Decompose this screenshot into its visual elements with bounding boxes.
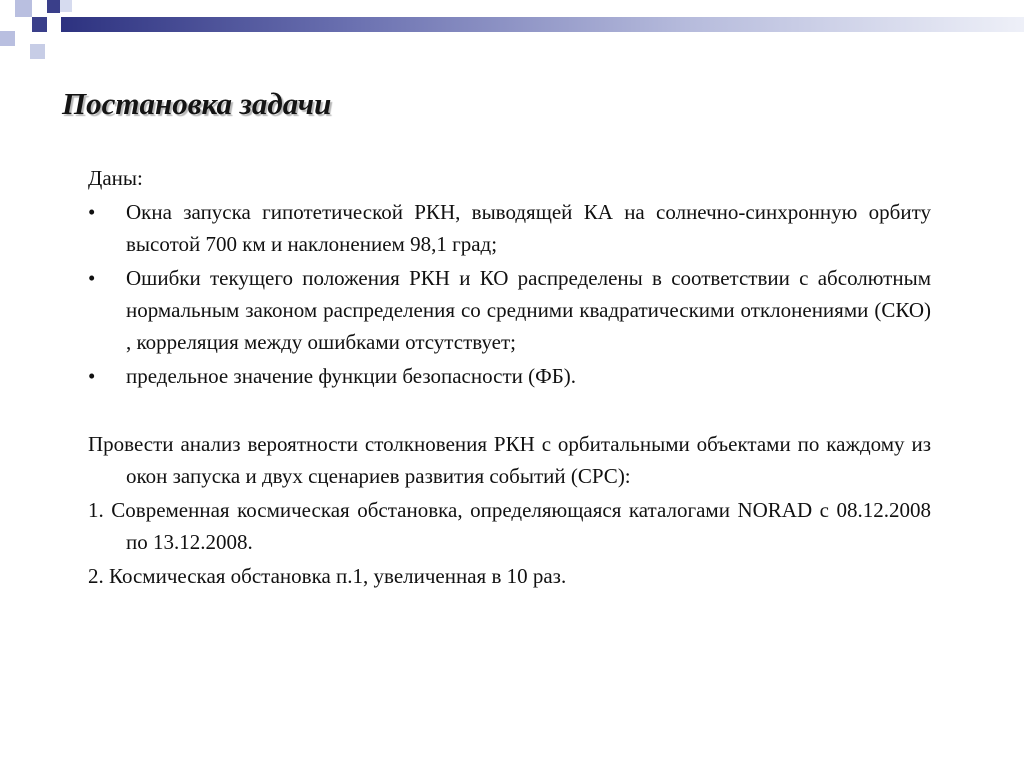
decor-square [60, 0, 72, 12]
intro-text: Даны: [88, 166, 143, 190]
decor-square [15, 0, 32, 17]
slide-body [88, 162, 931, 592]
decor-square [47, 0, 60, 13]
decor-square [0, 31, 15, 46]
bullet-text: Ошибки текущего положения РКН и КО распределены в соответствии с абсолютным нормальным законом распределения со средними квадратическими отклонениями (СКО) , корреляция между ошибками отсутствует; [126, 266, 931, 354]
slide-title: Постановка задачи [62, 86, 332, 121]
spacer [88, 394, 931, 428]
bullet-text: Окна запуска гипотетической РКН, выводящей КА на солнечно-синхронную орбиту высотой 700 км и наклонением 98,1 град; [126, 200, 931, 256]
bullet-marker: • [88, 266, 96, 290]
bullet-marker: • [88, 364, 96, 388]
header-gradient-bar [61, 17, 1024, 32]
scenario-2-text: 2. Космическая обстановка п.1, увеличенная в 10 раз. [88, 564, 567, 588]
decor-square [30, 44, 45, 59]
bullet-item [88, 262, 931, 358]
bullet-marker: • [88, 200, 96, 224]
task-text: Провести анализ вероятности столкновения РКН с орбитальными объектами по каждому из окон запуска и двух сценариев развития событий (СРС): [88, 432, 931, 488]
bullet-item [88, 360, 931, 392]
bullet-text: предельное значение функции безопасности (ФБ). [126, 364, 577, 388]
decor-square [32, 17, 47, 32]
bullet-item [88, 196, 931, 260]
scenario-1-text: 1. Современная космическая обстановка, определяющаяся каталогами NORAD с 08.12.2008 по 13.12.2008. [88, 498, 931, 554]
